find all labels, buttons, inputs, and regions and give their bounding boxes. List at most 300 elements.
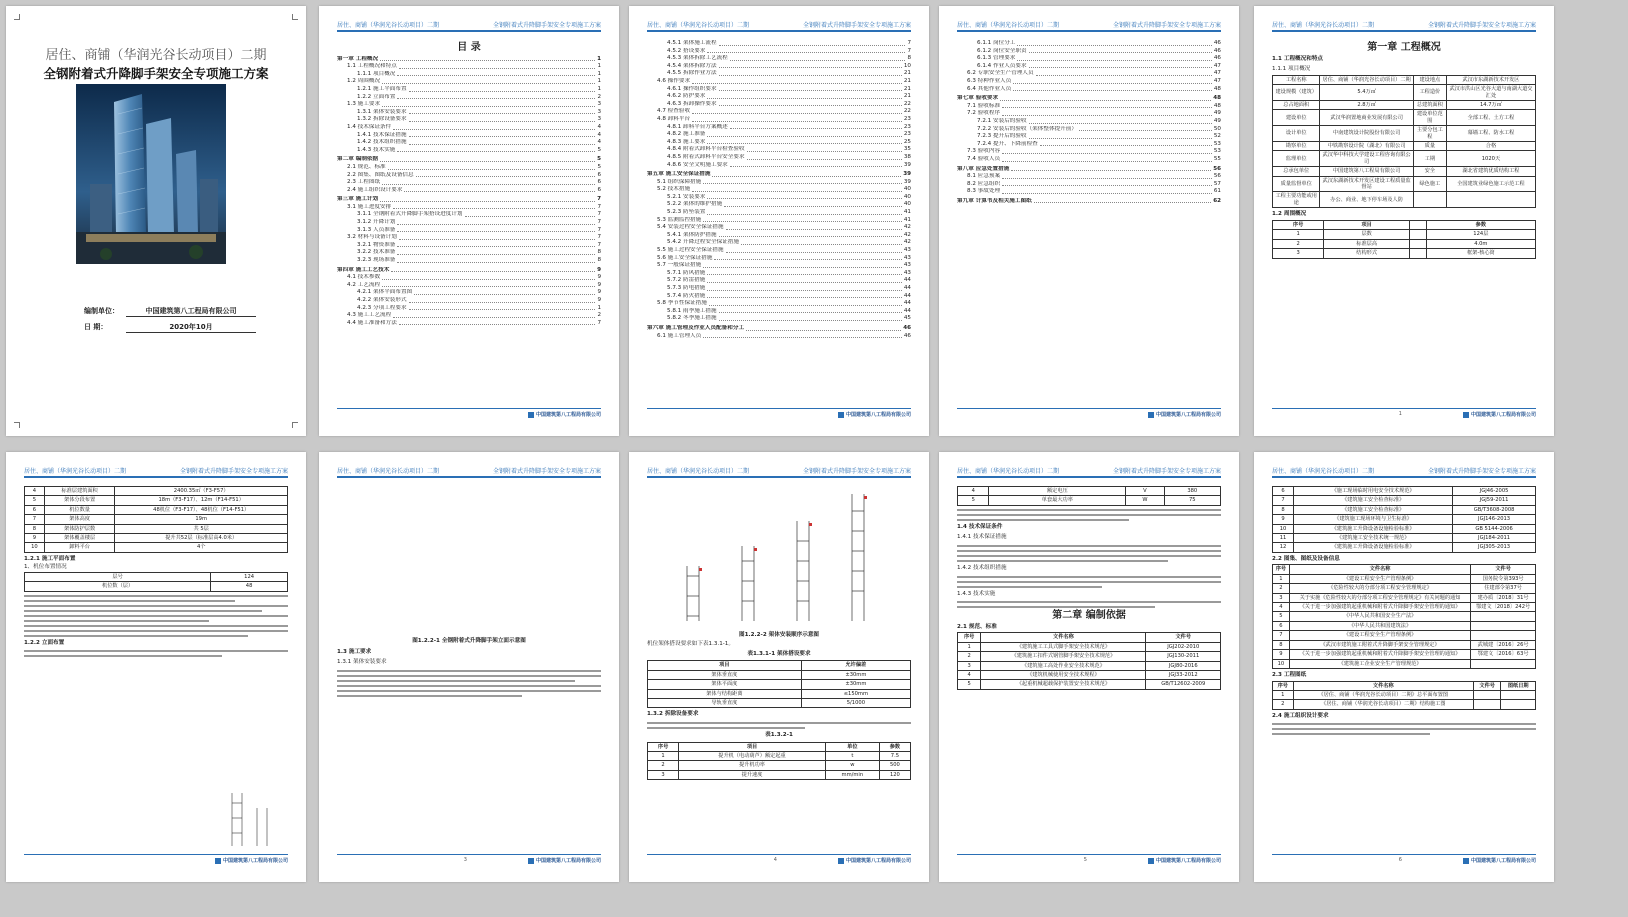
toc-entry[interactable] (647, 70, 911, 78)
toc-entry[interactable] (647, 232, 911, 240)
toc-entry-title: 4.8.3 施工要求 (667, 138, 706, 145)
toc-leader-dots (730, 55, 906, 61)
toc-entry-title: 3.1.2 升降计划 (357, 219, 396, 226)
header-text: 居住、商铺（华润光谷长动项目）二期 (337, 22, 440, 29)
toc-entry-title: 7.4 验收人员 (967, 155, 1001, 162)
crop-mark (14, 422, 20, 428)
toc-entry-title: 4.2.2 架体安装形式 (357, 297, 407, 303)
table-cell: JGJ305-2013 (1453, 543, 1536, 552)
toc-entry-page: 7 (907, 47, 911, 54)
toc-entry[interactable] (647, 224, 911, 232)
toc-entry[interactable] (957, 173, 1221, 181)
text-line (957, 509, 1221, 511)
toc-entry-title: 6.3 特种作业人员 (967, 77, 1012, 84)
table-row (25, 582, 288, 591)
table-cell: 1 (1273, 574, 1290, 583)
toc-entry[interactable] (337, 116, 601, 124)
table-row (958, 661, 1221, 670)
figure-caption: 图1.2.2-1 全钢附着式升降脚手架立面示意图 (412, 638, 526, 644)
table-cell: V (1126, 487, 1164, 496)
text-line (24, 610, 262, 612)
cover-date-label: 日 期： (84, 323, 108, 331)
toc-entry[interactable] (337, 56, 601, 64)
toc-entry-page: 7 (597, 319, 601, 326)
toc-leader-dots (724, 201, 902, 207)
toc-entry[interactable] (647, 277, 911, 285)
table-header-row (1273, 681, 1536, 690)
toc-entry[interactable] (647, 48, 911, 56)
toc-entry[interactable] (337, 132, 601, 140)
table-cell: 工程造价 (1413, 85, 1446, 101)
toc-leader-dots (692, 186, 902, 192)
toc-entry[interactable] (647, 146, 911, 154)
toc-entry-title: 第七章 验收要求 (957, 95, 999, 102)
toc-entry[interactable] (337, 289, 601, 297)
toc-entry[interactable] (647, 116, 911, 124)
toc-entry-title: 5.8 季节性保证措施 (657, 300, 707, 307)
toc-entry[interactable] (647, 217, 911, 225)
toc-entry-page: 23 (903, 115, 911, 122)
toc-entry-page: 48 (1213, 95, 1221, 102)
toc-leader-dots (692, 116, 902, 122)
table-row (1273, 612, 1536, 621)
toc-entry[interactable] (337, 219, 601, 227)
toc-leader-dots (1002, 148, 1212, 154)
table-header-row (958, 633, 1221, 642)
toc-entry-title: 5.2 技术措施 (657, 186, 691, 193)
toc-leader-dots (1029, 63, 1212, 69)
toc-entry-page: 62 (1213, 197, 1221, 204)
table-row (1273, 192, 1536, 208)
table-cell: 2 (648, 761, 679, 770)
toc-entry[interactable] (957, 110, 1221, 118)
toc-entry[interactable] (337, 282, 601, 290)
table-cell: 《起重机械超载保护装置安全技术规范》 (981, 680, 1146, 689)
table-header-cell: 文件号 (1473, 681, 1501, 690)
table-row (1273, 534, 1536, 543)
toc-entry[interactable] (957, 55, 1221, 63)
company-logo: 中国建筑第八工程局有限公司 (1148, 411, 1221, 418)
toc-entry[interactable] (647, 201, 911, 209)
toc-entry-title: 第二章 编制依据 (337, 156, 379, 163)
toc-entry-page: 42 (903, 224, 911, 231)
toc-entry[interactable] (647, 308, 911, 316)
toc-entry-title: 1.4.3 技术实施 (357, 146, 396, 153)
toc-entry[interactable] (337, 179, 601, 187)
figure-caption: 图1.2.2-2 架体安装顺序示意图 (738, 631, 820, 638)
table-cell: mm/min (825, 770, 879, 779)
toc-entry[interactable] (337, 101, 601, 109)
toc-entry[interactable] (337, 164, 601, 172)
table-header-cell: 参数 (879, 742, 910, 751)
table-cell: GB 5144-2006 (1453, 524, 1536, 533)
toc-entry[interactable] (647, 179, 911, 187)
toc-entry-page: 47 (1213, 77, 1221, 84)
toc-leader-dots (1002, 110, 1212, 116)
text-line (957, 545, 1221, 547)
toc-entry-page: 46 (1213, 47, 1221, 54)
table-cell (1410, 230, 1427, 239)
toc-entry-title: 7.1 验收标准 (967, 102, 1001, 109)
page-number: 1 (1398, 411, 1402, 417)
toc-entry[interactable] (337, 211, 601, 219)
building-params-table-cont (24, 486, 288, 553)
toc-entry-title: 7.2.4 提升、下降前检查 (977, 140, 1038, 147)
toc-entry[interactable] (337, 196, 601, 204)
toc-entry[interactable] (337, 274, 601, 282)
table-caption: 表1.3.1-1 架体搭设要求 (747, 650, 811, 657)
toc-entry-title: 5.2.1 安装要求 (667, 193, 706, 200)
toc-entry[interactable] (647, 333, 911, 341)
toc-entry-page: 46 (903, 324, 911, 331)
table-header-cell: 序号 (1273, 681, 1294, 690)
table-cell: 6 (1273, 621, 1290, 630)
table-cell: 《中华人民共和国建筑法》 (1289, 621, 1470, 630)
toc-entry[interactable] (957, 133, 1221, 141)
table-cell: 《建筑施工高处作业安全技术规范》 (981, 661, 1146, 670)
toc-entry[interactable] (647, 55, 911, 63)
table-cell: 10 (1273, 659, 1290, 668)
header-text: 居住、商铺（华润光谷长动项目）二期 (337, 468, 440, 475)
table-cell: 124层 (1426, 230, 1535, 239)
section-heading: 1.4.2 技术组织措施 (957, 565, 1007, 571)
table-header-cell: 项目 (1324, 220, 1410, 229)
toc-entry[interactable] (337, 86, 601, 94)
toc-entry[interactable] (337, 71, 601, 79)
header-right: 全钢附着式升降脚手架安全专项施工方案 (802, 468, 911, 475)
toc-entry-title: 4.2 工艺流程 (347, 281, 381, 288)
section-heading: 1.3.1 架体安装要求 (337, 659, 387, 666)
text-line (647, 727, 805, 729)
crop-mark (292, 422, 298, 428)
table-row (648, 689, 911, 698)
toc-entry[interactable] (337, 63, 601, 71)
text-line (647, 722, 911, 724)
table-row (1273, 496, 1536, 505)
toc-entry-title: 5.4.2 升降过程安全保证措施 (667, 239, 739, 246)
table-cell: 3 (648, 770, 679, 779)
toc-leader-dots (719, 232, 902, 238)
toc-entry[interactable] (647, 154, 911, 162)
toc-entry[interactable] (957, 166, 1221, 174)
table-cell: 居住、商铺（华润光谷长动项目）二期 (1320, 75, 1413, 84)
table-row (1273, 151, 1536, 167)
toc-entry-page: 40 (903, 193, 911, 200)
toc-entry[interactable] (647, 300, 911, 308)
toc-entry[interactable] (647, 239, 911, 247)
toc-entry-title: 4.8.5 附着式卸料平台安全要求 (667, 153, 745, 160)
toc-entry-title: 5.1 组织保障措施 (657, 178, 702, 185)
toc-entry[interactable] (337, 312, 601, 320)
table-cell (1501, 690, 1536, 699)
toc-leader-dots (382, 274, 595, 280)
toc-entry-title: 1.2.2 立面布置 (357, 93, 396, 100)
toc-leader-dots (1029, 133, 1212, 139)
toc-leader-dots (703, 179, 902, 185)
text-line (1272, 723, 1536, 725)
toc-entry-page: 7 (597, 219, 601, 226)
toc-leader-dots (703, 262, 902, 268)
toc-entry[interactable] (337, 109, 601, 117)
toc-entry[interactable] (337, 257, 601, 265)
toc-entry-page: 56 (1213, 165, 1221, 172)
page-9 (939, 452, 1239, 882)
page-header (24, 466, 288, 478)
table-cell: 10 (25, 543, 45, 552)
toc-entry-title: 4.5.2 搭设要求 (667, 47, 706, 54)
toc-entry[interactable] (957, 181, 1221, 189)
toc-entry[interactable] (957, 48, 1221, 56)
toc-entry[interactable] (337, 139, 601, 147)
toc-entry[interactable] (647, 40, 911, 48)
toc-entry[interactable] (957, 103, 1221, 111)
toc-leader-dots (1013, 78, 1212, 84)
toc-entry[interactable] (337, 172, 601, 180)
table-cell: 架体与结构距离 (648, 689, 802, 698)
toc-entry[interactable] (337, 78, 601, 86)
toc-entry[interactable] (957, 63, 1221, 71)
table-header-row (648, 742, 911, 751)
table-cell: 1 (1273, 230, 1324, 239)
table-cell: 机位数（层） (25, 582, 211, 591)
table-cell: 工程主要功能或用途 (1273, 192, 1320, 208)
toc-leader-dots (1002, 181, 1212, 187)
page-toc-1 (319, 6, 619, 436)
table-row (1273, 142, 1536, 151)
page-header (337, 466, 601, 478)
table-row (648, 770, 911, 779)
table-cell (1501, 700, 1536, 709)
toc-entry-page: 39 (903, 171, 911, 178)
toc-entry[interactable] (957, 86, 1221, 94)
table-cell: JGJ184-2011 (1453, 534, 1536, 543)
page-8 (629, 452, 929, 882)
toc-entry-page: 1 (597, 85, 601, 92)
cover-unit-value: 中国建筑第八工程局有限公司 (126, 306, 256, 317)
toc-entry[interactable] (647, 270, 911, 278)
toc-leader-dots (1079, 126, 1212, 132)
toc-entry-title: 1.3 施工要求 (347, 101, 381, 108)
section-heading: 1.1.1 项目概况 (1272, 66, 1311, 73)
toc-leader-dots (409, 86, 596, 92)
toc-entry[interactable] (647, 101, 911, 109)
text-line (1272, 728, 1536, 730)
toc-entry[interactable] (647, 131, 911, 139)
table-cell: 提升机功率 (679, 761, 826, 770)
toc-entry[interactable] (957, 126, 1221, 134)
table-row (25, 543, 288, 552)
toc-entry[interactable] (337, 147, 601, 155)
toc-entry[interactable] (337, 242, 601, 250)
toc-entry[interactable] (337, 187, 601, 195)
toc-entry-page: 5 (597, 146, 601, 153)
table-cell: 4 (958, 487, 989, 496)
table-header-cell: 单位 (825, 742, 879, 751)
toc-entry[interactable] (647, 262, 911, 270)
toc-entry-page: 23 (903, 123, 911, 130)
toc-entry[interactable] (647, 194, 911, 202)
header-text: 居住、商铺（华润光谷长动项目）二期 (1272, 468, 1375, 475)
toc-entry[interactable] (647, 293, 911, 301)
table-cell: 架体覆盖楼层 (44, 534, 115, 543)
toc-entry[interactable] (647, 315, 911, 323)
toc-leader-dots (397, 249, 595, 255)
toc-leader-dots (1040, 141, 1212, 147)
body-text: 机位架体搭设要求如下表1.3.1-1。 (647, 641, 734, 648)
toc-entry[interactable] (647, 255, 911, 263)
text-line (957, 576, 1221, 578)
toc-entry[interactable] (337, 305, 601, 313)
toc-entry[interactable] (337, 227, 601, 235)
table-cell: 《关于进一步加强建筑起重机械和附着式升降脚手架安全管理的通知》 (1289, 650, 1470, 659)
toc-entry[interactable] (647, 325, 911, 333)
toc-leader-dots (397, 71, 595, 77)
toc-entry[interactable] (957, 95, 1221, 103)
toc-entry-page: 42 (903, 231, 911, 238)
toc-leader-dots (746, 325, 901, 331)
toc-entry[interactable] (337, 320, 601, 328)
toc-leader-dots (1002, 188, 1212, 194)
table-cell: 建设规模（建筑） (1273, 85, 1320, 101)
toc-leader-dots (397, 242, 595, 248)
toc-entry-title: 6.1.2 岗位安全职责 (977, 47, 1027, 54)
toc-entry[interactable] (647, 86, 911, 94)
toc-entry-page: 7 (597, 241, 601, 248)
toc-entry-title: 4.1 技术参数 (347, 274, 381, 281)
toc-entry[interactable] (957, 188, 1221, 196)
table-cell: 75 (1164, 496, 1220, 505)
text-line (24, 595, 288, 597)
toc-entry[interactable] (337, 124, 601, 132)
company-logo: 中国建筑第八工程局有限公司 (1463, 411, 1536, 418)
toc-leader-dots (409, 297, 596, 303)
toc-entry-page: 48 (1213, 85, 1221, 92)
page-footer (647, 854, 911, 868)
table-cell: 武城建〔2016〕26号 (1471, 640, 1536, 649)
table-cell: 2 (1273, 700, 1294, 709)
header-text: 居住、商铺（华润光谷长动项目）二期 (647, 22, 750, 29)
toc-entry[interactable] (647, 63, 911, 71)
toc-entry[interactable] (337, 94, 601, 102)
toc-entry[interactable] (647, 186, 911, 194)
table-cell (1413, 192, 1446, 208)
toc-entry[interactable] (647, 108, 911, 116)
toc-entry-page: 43 (903, 247, 911, 254)
toc-entry-title: 4.5.4 架体拆除方法 (667, 62, 717, 69)
toc-leader-dots (719, 70, 902, 76)
toc-entry-page: 42 (903, 239, 911, 246)
toc-entry[interactable] (957, 156, 1221, 164)
header-text: 居住、商铺（华润光谷长动项目）二期 (957, 468, 1060, 475)
toc-entry-title: 4.8.4 附着式卸料平台检查验收 (667, 146, 745, 153)
toc-leader-dots (719, 63, 902, 69)
toc-entry[interactable] (647, 209, 911, 217)
toc-entry[interactable] (337, 234, 601, 242)
toc-entry-title: 4.2.1 架体平面布置图 (357, 289, 413, 296)
table-cell: 质量监督单位 (1273, 176, 1320, 192)
section-heading: 1.3.2 拆除设备要求 (647, 711, 699, 718)
section-heading: 1.2.1 施工平面布置 (24, 555, 76, 562)
toc-leader-dots (409, 139, 596, 145)
table-row (1273, 167, 1536, 176)
toc-list (957, 40, 1221, 205)
toc-entry[interactable] (957, 78, 1221, 86)
toc-entry[interactable] (647, 247, 911, 255)
toc-entry-page: 10 (903, 62, 911, 69)
toc-entry[interactable] (647, 93, 911, 101)
toc-entry[interactable] (647, 285, 911, 293)
toc-entry[interactable] (647, 171, 911, 179)
toc-entry-page: 4 (597, 131, 601, 138)
toc-entry-page: 8 (907, 55, 911, 62)
toc-leader-dots (707, 93, 901, 99)
toc-entry[interactable] (957, 198, 1221, 206)
table-cell: 5/1000 (801, 699, 910, 708)
toc-entry[interactable] (337, 297, 601, 305)
toc-entry-title: 第五章 施工安全保证措施 (647, 171, 711, 178)
toc-entry[interactable] (957, 118, 1221, 126)
table-cell: 鄂建文〔2016〕63号 (1471, 650, 1536, 659)
table-cell: 《建筑施工扣件式钢管脚手架安全技术规范》 (981, 652, 1146, 661)
toc-entry[interactable] (647, 162, 911, 170)
toc-leader-dots (397, 227, 595, 233)
toc-entry[interactable] (647, 78, 911, 86)
toc-leader-dots (707, 194, 901, 200)
table-cell: 卸料平台 (44, 543, 115, 552)
toc-entry[interactable] (957, 141, 1221, 149)
toc-entry[interactable] (337, 267, 601, 275)
table-row (1273, 101, 1536, 110)
toc-entry-title: 4.8.2 施工准备 (667, 131, 706, 138)
toc-entry[interactable] (647, 139, 911, 147)
toc-entry-title: 4.4 施工准备和方法 (347, 319, 397, 326)
table-row (648, 699, 911, 708)
toc-entry-title: 7.3 验收内容 (967, 148, 1001, 155)
toc-entry-page: 46 (1213, 55, 1221, 62)
section-heading: 1.2 周围概况 (1272, 211, 1307, 218)
header-right: 全钢附着式升降脚手架安全专项施工方案 (1112, 22, 1221, 29)
toc-entry[interactable] (647, 124, 911, 132)
toc-leader-dots (707, 270, 901, 276)
erection-tolerance-table (647, 660, 911, 708)
table-cell: 《建筑施工安全检查标准》 (1293, 505, 1452, 514)
page-header (337, 20, 601, 32)
table-cell: 《建筑机械使用安全技术规程》 (981, 671, 1146, 680)
table-header-cell: 序号 (648, 742, 679, 751)
toc-entry-page: 52 (1213, 133, 1221, 140)
page-footer (337, 854, 601, 868)
toc-entry[interactable] (337, 204, 601, 212)
toc-entry[interactable] (957, 40, 1221, 48)
toc-entry-title: 第一章 工程概况 (337, 55, 379, 62)
header-text: 居住、商铺（华润光谷长动项目）二期 (957, 22, 1060, 29)
toc-entry[interactable] (957, 70, 1221, 78)
toc-entry[interactable] (337, 249, 601, 257)
company-logo: 中国建筑第八工程局有限公司 (215, 857, 288, 864)
toc-entry-page: 61 (1213, 188, 1221, 195)
table-header-cell: 项目 (648, 661, 802, 670)
table-cell: 1020天 (1446, 151, 1535, 167)
table-cell: 武汉市东湖新技术开发区 (1446, 75, 1535, 84)
section-heading: 2.3 工程图纸 (1272, 671, 1307, 678)
toc-leader-dots (1029, 118, 1212, 124)
text-line (337, 670, 601, 672)
table-cell: 建办质〔2018〕31号 (1471, 593, 1536, 602)
table-cell: 3 (1273, 249, 1324, 258)
toc-entry[interactable] (957, 148, 1221, 156)
toc-entry[interactable] (337, 156, 601, 164)
toc-entry-page: 7 (597, 211, 601, 218)
